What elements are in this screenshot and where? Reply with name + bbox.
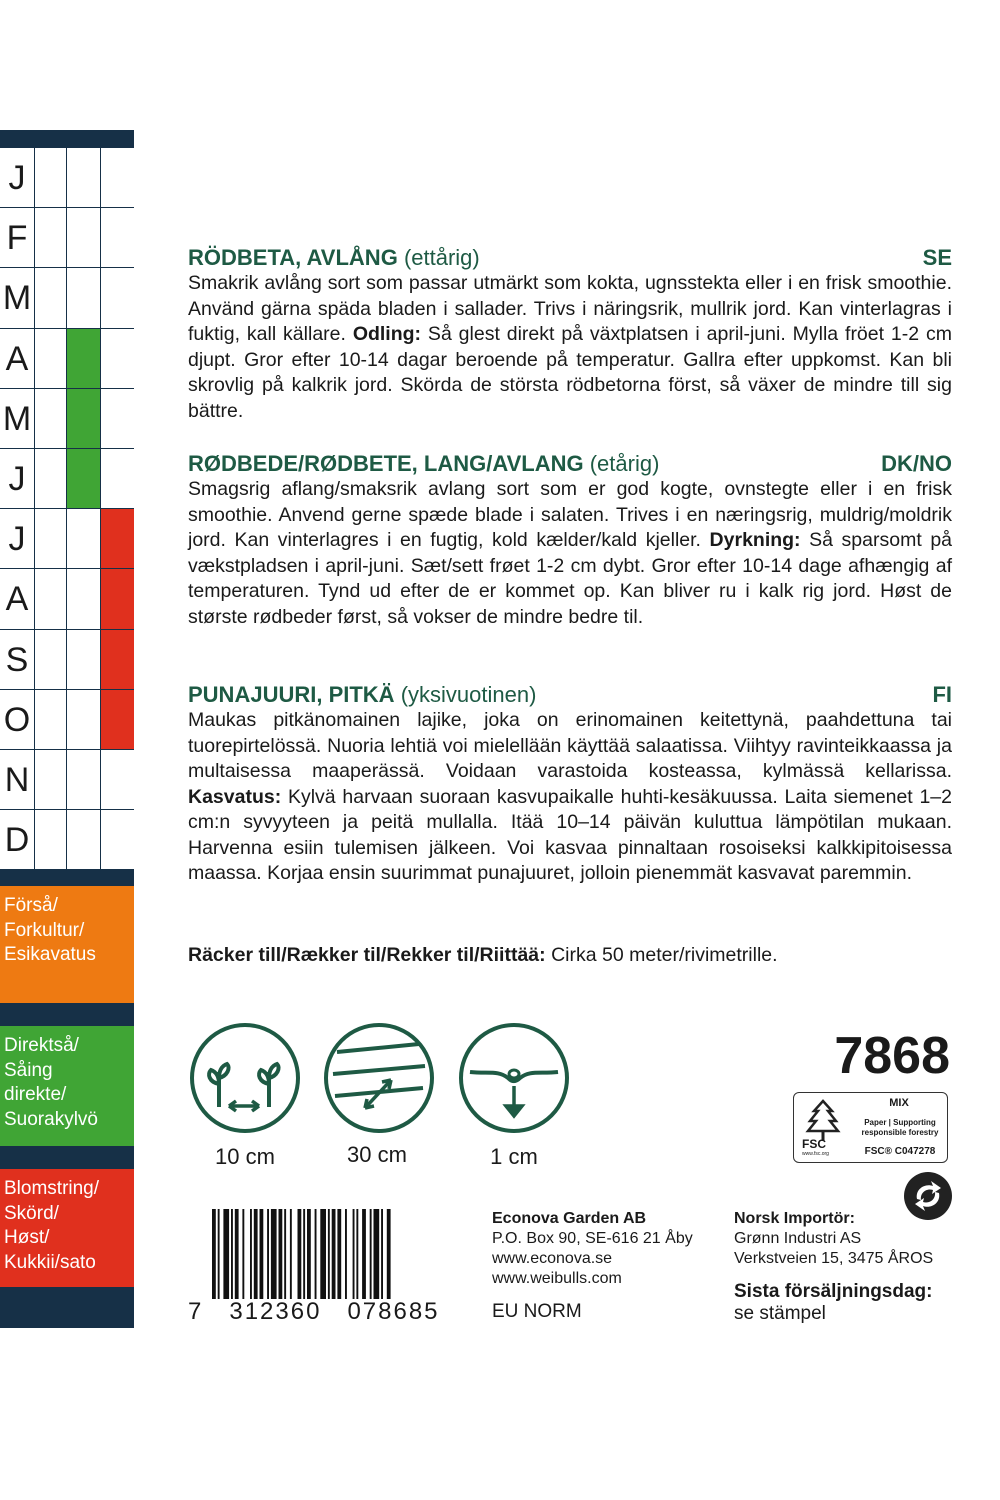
harvest-cell [101, 630, 134, 689]
language-code: SE [922, 245, 952, 270]
legend-direct-sow: Direktså/ Såing direkte/ Suorakylvö [0, 1026, 134, 1146]
calendar-cell [67, 268, 100, 327]
barcode-bar [328, 1209, 330, 1299]
section-title: PUNAJUURI, PITKÄ [188, 682, 395, 707]
calendar-month-label: A [0, 329, 34, 388]
section-fi [188, 682, 952, 887]
calendar-cell [67, 208, 100, 267]
plant-spacing-label: 10 cm [215, 1144, 275, 1169]
calendar-cell [35, 449, 66, 508]
calendar-row [0, 268, 134, 328]
barcode-bar [250, 1209, 252, 1299]
section-title: RØDBEDE/RØDBETE, LANG/AVLANG [188, 451, 584, 476]
calendar-row [0, 690, 134, 750]
barcode-bar [271, 1209, 277, 1299]
item-number: 7868 [834, 1027, 950, 1085]
section-se [188, 245, 952, 424]
fsc-url: www.fsc.org [802, 1151, 829, 1157]
calendar-month-label: J [0, 509, 34, 568]
sowing-calendar [0, 148, 134, 870]
barcode-bar [298, 1209, 302, 1299]
calendar-cell [67, 690, 100, 749]
harvest-cell [101, 690, 134, 749]
calendar-cell [35, 630, 66, 689]
barcode-bar [242, 1209, 244, 1299]
calendar-cell [35, 148, 66, 207]
section-body: Smagsrig aflang/smaksrik avlang sort som er god kogte, ovnstegte eller i en frisk smoothie. Anvend gerne spæde blade i salaten. Trives i en næringsrig, muldrig/moldrik jord. Kan vinterlagres i en fugtig, kold kælder/kald kjeller. Dyrkning: Så sparsomt på vækstpladsen i april-juni. Sæt/sett frøet 1-2 cm dybt. Gror efter 10-14 dage afhængig af temperaturen. Tynd ud efter de er kommet op. Kan bliver ru i kalk rig jord. Høst de største rødbeder først, så vokser de mindre bedre til. [188, 478, 953, 628]
barcode-bar [353, 1209, 355, 1299]
fsc-mix: MIX [889, 1097, 909, 1109]
section-heading [188, 682, 952, 708]
importer-address: Norsk Importör: Grønn Industri AS Verkstveien 15, 3475 ÅROS [734, 1210, 934, 1267]
section-heading [188, 245, 952, 271]
calendar-cell [35, 509, 66, 568]
calendar-cell [101, 329, 134, 388]
language-code: DK/NO [881, 451, 952, 476]
calendar-row [0, 449, 134, 509]
row-spacing-label: 30 cm [347, 1142, 407, 1167]
calendar-cell [67, 810, 100, 869]
calendar-month-label: M [0, 389, 34, 448]
calendar-cell [101, 449, 134, 508]
calendar-cell [67, 569, 100, 628]
section-subtitle: (etårig) [589, 451, 660, 476]
calendar-row [0, 810, 134, 870]
section-body: Smakrik avlång sort som passar utmärkt som kokta, ugnsstekta eller i en frisk smoothie. Använd gärna späda bladen i sallader. Trivs i näringsrik, mullrik jord. Kan vinterlagras i fuktig, kall källare. Odling: Så glest direkt på växtplatsen i april-juni. Mylla fröet 1-2 cm djupt. Gror efter 10-14 dagar beroende på temperatur. Gallra efter uppkomst. Kan bli skrovlig på kalkrik jord. Skörda de största rödbetorna först, så växer de mindre till sig bättre. [188, 272, 952, 422]
barcode-bar [374, 1209, 380, 1299]
calendar-row [0, 750, 134, 810]
barcode-bar [231, 1209, 233, 1299]
direct-sow-cell [67, 329, 100, 388]
coverage-line: Räcker till/Rækker til/Rekker til/Riittää: Cirka 50 meter/rivimetrille. [188, 944, 778, 966]
calendar-cell [35, 208, 66, 267]
barcode-bar [290, 1209, 292, 1299]
calendar-cell [67, 148, 100, 207]
calendar-month-label: F [0, 208, 34, 267]
calendar-cell [35, 329, 66, 388]
calendar-cell [67, 509, 100, 568]
calendar-cell [101, 208, 134, 267]
barcode-bar [362, 1209, 366, 1299]
sowing-depth-label: 1 cm [490, 1144, 538, 1169]
section-dk-no [188, 451, 952, 630]
eu-norm: EU NORM [492, 1301, 582, 1322]
calendar-month-label: S [0, 630, 34, 689]
barcode-bar [284, 1209, 286, 1299]
calendar-row [0, 148, 134, 208]
calendar-row [0, 509, 134, 569]
harvest-cell [101, 509, 134, 568]
calendar-month-label: J [0, 449, 34, 508]
row-spacing-icon [323, 1022, 435, 1134]
barcode-bar [218, 1209, 220, 1299]
section-subtitle: (ettårig) [403, 245, 480, 270]
section-body: Maukas pitkänomainen lajike, joka on erinomainen keitettynä, paahdettuna tai tuorepirtelössä. Nuoria lehtiä voi mielellään käyttää salaatissa. Viihtyy ravinteikkaassa ja multaisessa maaperässä. Voidaan varastoida kosteassa, kylmässä kellarissa. Kasvatus: Kylvä harvaan suoraan kasvupaikalle huhti-kesäkuussa. Laita siemenet 1–2 cm:n syvyyteen ja peitä mullalla. Itää 10–14 päivän kuluttua lämpötilan mukaan. Harvenna esiin tulemisen jälkeen. Voi kasvaa pinnaltaan rosoiseksi kalkkipitoisessa maassa. Korjaa ensin suurimmat punajuuret, jolloin pienemmät kasvavat paremmin. [188, 709, 952, 884]
barcode-bar [320, 1209, 326, 1299]
direct-sow-cell [67, 389, 100, 448]
calendar-cell [101, 389, 134, 448]
barcode-bar [345, 1209, 347, 1299]
direct-sow-cell [67, 449, 100, 508]
calendar-cell [67, 630, 100, 689]
calendar-cell [101, 750, 134, 809]
calendar-cell [35, 750, 66, 809]
calendar-month-label: O [0, 690, 34, 749]
barcode-digits: 7 312360 078685 [188, 1298, 440, 1325]
calendar-cell [101, 148, 134, 207]
company-address: Econova Garden AB P.O. Box 90, SE-616 21 Åby www.econova.se www.weibulls.com [492, 1210, 693, 1287]
barcode-bar [307, 1209, 311, 1299]
calendar-cell [101, 268, 134, 327]
barcode-bar [381, 1209, 383, 1299]
calendar-row [0, 329, 134, 389]
fsc-badge [793, 1092, 948, 1163]
barcode-bar [235, 1209, 239, 1299]
barcode-bar [337, 1209, 341, 1299]
calendar-row [0, 569, 134, 629]
calendar-cell [35, 389, 66, 448]
calendar-cell [67, 750, 100, 809]
section-subtitle: (yksivuotinen) [400, 682, 537, 707]
calendar-month-label: N [0, 750, 34, 809]
barcode-bar [260, 1209, 264, 1299]
barcode [212, 1209, 442, 1299]
barcode-bar [212, 1209, 216, 1299]
calendar-cell [35, 569, 66, 628]
calendar-month-label: J [0, 148, 34, 207]
barcode-bar [370, 1209, 372, 1299]
language-code: FI [932, 682, 952, 707]
barcode-bar [387, 1209, 391, 1299]
calendar-cell [35, 690, 66, 749]
barcode-bar [267, 1209, 269, 1299]
sowing-depth-icon [458, 1022, 570, 1134]
harvest-cell [101, 569, 134, 628]
barcode-bar [279, 1209, 283, 1299]
calendar-cell [35, 268, 66, 327]
section-title: RÖDBETA, AVLÅNG [188, 245, 398, 270]
barcode-bar [254, 1209, 258, 1299]
calendar-row [0, 389, 134, 449]
calendar-month-label: A [0, 569, 34, 628]
calendar-row [0, 630, 134, 690]
fsc-claim: Paper | Supporting responsible forestry [861, 1118, 939, 1137]
section-heading [188, 451, 952, 477]
legend-pre-sow: Förså/ Forkultur/ Esikavatus [0, 886, 134, 1003]
fsc-logo-text: FSC [802, 1137, 826, 1151]
barcode-bar [315, 1209, 317, 1299]
barcode-bar [303, 1209, 305, 1299]
calendar-row [0, 208, 134, 268]
calendar-cell [101, 810, 134, 869]
barcode-bar [223, 1209, 229, 1299]
fsc-code: FSC® C047278 [864, 1146, 936, 1157]
barcode-bar [356, 1209, 358, 1299]
legend-bloom-harvest: Blomstring/ Skörd/ Høst/ Kukkii/sato [0, 1169, 134, 1287]
calendar-month-label: D [0, 810, 34, 869]
calendar-cell [35, 810, 66, 869]
plant-spacing-icon [189, 1022, 301, 1134]
barcode-bar [332, 1209, 336, 1299]
last-sale-date: Sista försäljningsdag: se stämpel [734, 1281, 933, 1324]
calendar-month-label: M [0, 268, 34, 327]
